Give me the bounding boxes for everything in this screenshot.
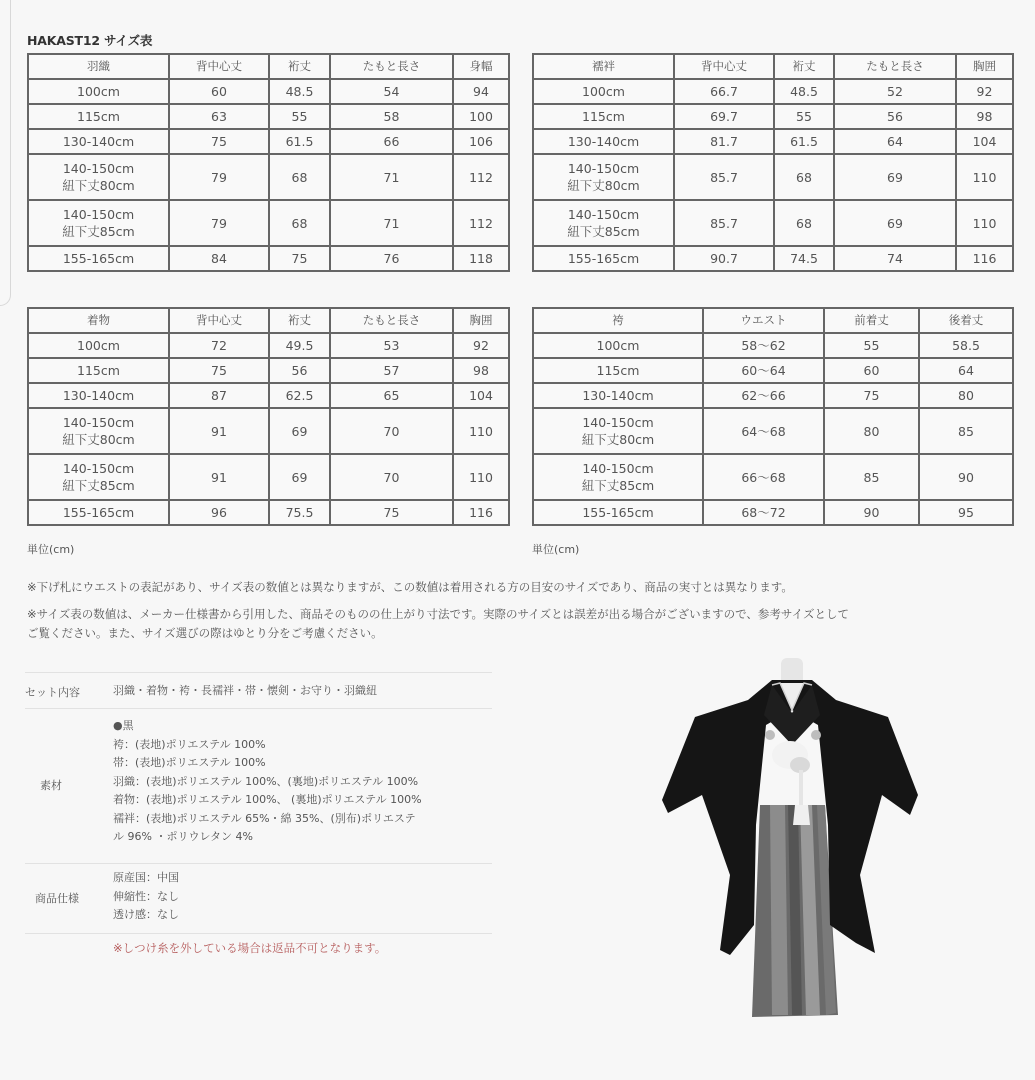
value-cell: 69 (269, 408, 330, 454)
value-cell: 66〜68 (703, 454, 824, 500)
value-cell: 90 (824, 500, 919, 525)
value-cell: 53 (330, 333, 453, 358)
table-row (28, 154, 509, 200)
value-cell: 74 (834, 246, 956, 271)
column-header: 羽織 (28, 54, 169, 79)
table-row (533, 129, 1013, 154)
value-cell: 58.5 (919, 333, 1013, 358)
size-cell (28, 154, 169, 200)
column-header: 背中心丈 (674, 54, 774, 79)
spec-line: 着物：(表地)ポリエステル 100%、 (裏地)ポリエステル 100% (113, 793, 422, 806)
value-cell: 61.5 (269, 129, 330, 154)
value-cell: 100 (453, 104, 509, 129)
value-cell: 62.5 (269, 383, 330, 408)
value-cell: 52 (834, 79, 956, 104)
cell-line: 140-150cm (582, 415, 654, 430)
cell-line: 140-150cm (62, 207, 135, 222)
size-cell: 155-165cm (28, 246, 169, 271)
table-row (28, 500, 509, 525)
value-cell: 63 (169, 104, 269, 129)
size-cell (28, 454, 169, 500)
spec-line: 羽織：(表地)ポリエステル 100%、(裏地)ポリエステル 100% (113, 774, 419, 788)
value-cell: 92 (453, 333, 509, 358)
table-row (28, 454, 509, 500)
cell-line: 紐下丈85cm (62, 478, 135, 493)
size-cell: 155-165cm (533, 246, 674, 271)
size-cell: 115cm (28, 104, 169, 129)
cell-line: 140-150cm (567, 207, 640, 222)
cell-line: 140-150cm (62, 461, 135, 476)
table-header-row (533, 308, 1013, 333)
value-cell: 70 (330, 454, 453, 500)
table-row (28, 246, 509, 271)
value-cell: 71 (330, 154, 453, 200)
value-cell: 75 (330, 500, 453, 525)
cell-line: 紐下丈85cm (581, 478, 655, 493)
value-cell: 90.7 (674, 246, 774, 271)
unit-label-right: 単位(cm) (532, 543, 580, 556)
value-cell: 104 (956, 129, 1013, 154)
size-cell: 130-140cm (28, 129, 169, 154)
value-cell: 60 (169, 79, 269, 104)
spec-line: 原産国：中国 (113, 871, 179, 884)
cell-line: 140-150cm (62, 161, 135, 176)
value-cell: 92 (956, 79, 1013, 104)
value-cell: 55 (774, 104, 834, 129)
column-header: 裄丈 (269, 54, 330, 79)
value-cell: 57 (330, 358, 453, 383)
column-header: 裄丈 (269, 308, 330, 333)
value-cell: 75.5 (269, 500, 330, 525)
note-waist: ※下げ札にウエストの表記があり、サイズ表の数値とは異なりますが、この数値は着用される方の目安のサイズであり、商品の実寸とは異なります。 (27, 580, 793, 594)
card-edge (0, 0, 11, 306)
spec-value-material (113, 717, 422, 847)
table-row (533, 104, 1013, 129)
size-cell (533, 454, 703, 500)
haori-size-table (27, 53, 510, 272)
size-cell: 130-140cm (533, 383, 703, 408)
size-cell: 115cm (533, 358, 703, 383)
value-cell: 68 (774, 200, 834, 246)
value-cell: 104 (453, 383, 509, 408)
value-cell: 80 (919, 383, 1013, 408)
kimono-mannequin-illustration (660, 655, 925, 1025)
size-cell: 115cm (28, 358, 169, 383)
size-cell: 130-140cm (533, 129, 674, 154)
value-cell: 85.7 (674, 200, 774, 246)
table-row (28, 200, 509, 246)
value-cell: 72 (169, 333, 269, 358)
kimono-size-table (27, 307, 510, 526)
cell-line: 紐下丈80cm (62, 178, 135, 193)
value-cell: 118 (453, 246, 509, 271)
value-cell: 85 (824, 454, 919, 500)
table-row (533, 333, 1013, 358)
cell-line: 紐下丈80cm (62, 432, 135, 447)
value-cell: 110 (956, 154, 1013, 200)
spec-divider-bottom (25, 933, 492, 934)
value-cell: 76 (330, 246, 453, 271)
table-row (28, 79, 509, 104)
table-header-row (28, 308, 509, 333)
value-cell: 48.5 (774, 79, 834, 104)
value-cell: 95 (919, 500, 1013, 525)
value-cell: 58〜62 (703, 333, 824, 358)
value-cell: 68〜72 (703, 500, 824, 525)
value-cell: 116 (453, 500, 509, 525)
size-cell: 115cm (533, 104, 674, 129)
value-cell: 75 (824, 383, 919, 408)
spec-row-set (25, 672, 492, 709)
value-cell: 81.7 (674, 129, 774, 154)
column-header: 裄丈 (774, 54, 834, 79)
return-warning: ※しつけ糸を外している場合は返品不可となります。 (113, 941, 387, 955)
size-cell (533, 408, 703, 454)
product-image (660, 655, 925, 1025)
cell-line: 140-150cm (62, 415, 135, 430)
value-cell: 79 (169, 200, 269, 246)
size-cell: 130-140cm (28, 383, 169, 408)
table-row (533, 154, 1013, 200)
size-cell: 155-165cm (28, 500, 169, 525)
size-cell (533, 154, 674, 200)
value-cell: 71 (330, 200, 453, 246)
value-cell: 68 (774, 154, 834, 200)
page-title: HAKAST12 サイズ表 (27, 33, 153, 48)
note-measurements (27, 605, 1027, 643)
value-cell: 68 (269, 154, 330, 200)
spec-line: ●黒 (113, 719, 134, 732)
value-cell: 106 (453, 129, 509, 154)
value-cell: 70 (330, 408, 453, 454)
value-cell: 61.5 (774, 129, 834, 154)
hakama-size-table (532, 307, 1014, 526)
spec-label-material: 素材 (40, 779, 62, 792)
value-cell: 56 (834, 104, 956, 129)
spec-value-product (113, 869, 179, 925)
column-header: 胸囲 (956, 54, 1013, 79)
value-cell: 75 (169, 358, 269, 383)
value-cell: 64 (919, 358, 1013, 383)
value-cell: 98 (453, 358, 509, 383)
value-cell: 68 (269, 200, 330, 246)
spec-label-product: 商品仕様 (35, 892, 79, 905)
spec-line: ル 96% ・ポリウレタン 4% (113, 830, 253, 843)
value-cell: 75 (169, 129, 269, 154)
table-row (533, 408, 1013, 454)
column-header: 前着丈 (824, 308, 919, 333)
size-cell (28, 200, 169, 246)
column-header: たもと長さ (330, 54, 453, 79)
value-cell: 55 (824, 333, 919, 358)
table-row (533, 79, 1013, 104)
value-cell: 75 (269, 246, 330, 271)
table-row (28, 408, 509, 454)
size-cell: 100cm (533, 79, 674, 104)
value-cell: 112 (453, 154, 509, 200)
table-header-row (533, 54, 1013, 79)
value-cell: 69 (834, 200, 956, 246)
value-cell: 60〜64 (703, 358, 824, 383)
table-row (28, 129, 509, 154)
value-cell: 98 (956, 104, 1013, 129)
column-header: 背中心丈 (169, 54, 269, 79)
cell-line: 紐下丈85cm (567, 224, 640, 239)
value-cell: 110 (956, 200, 1013, 246)
size-cell (28, 408, 169, 454)
value-cell: 64〜68 (703, 408, 824, 454)
value-cell: 66 (330, 129, 453, 154)
value-cell: 55 (269, 104, 330, 129)
size-cell: 100cm (533, 333, 703, 358)
value-cell: 74.5 (774, 246, 834, 271)
spec-line: 襦袢：(表地)ポリエステル 65%・綿 35%、(別布)ポリエステ (113, 811, 416, 825)
value-cell: 54 (330, 79, 453, 104)
value-cell: 66.7 (674, 79, 774, 104)
spec-value-set: 羽織・着物・袴・長襦袢・帯・懐剣・お守り・羽織紐 (113, 684, 377, 697)
value-cell: 110 (453, 408, 509, 454)
value-cell: 49.5 (269, 333, 330, 358)
size-cell: 155-165cm (533, 500, 703, 525)
spec-line: 袴：(表地)ポリエステル 100% (113, 737, 266, 751)
size-cell: 100cm (28, 333, 169, 358)
cell-line: 紐下丈80cm (581, 432, 655, 447)
spec-line: 透け感：なし (113, 908, 179, 921)
table-row (28, 383, 509, 408)
spec-line: 帯：(表地)ポリエステル 100% (113, 756, 266, 769)
value-cell: 64 (834, 129, 956, 154)
juban-size-table (532, 53, 1014, 272)
cell-line: 140-150cm (567, 161, 640, 176)
spec-label-set: セット内容 (25, 686, 80, 699)
column-header: たもと長さ (330, 308, 453, 333)
table-row (28, 333, 509, 358)
value-cell: 84 (169, 246, 269, 271)
value-cell: 116 (956, 246, 1013, 271)
column-header: 胸囲 (453, 308, 509, 333)
spec-line: 伸縮性：なし (113, 889, 179, 903)
value-cell: 69.7 (674, 104, 774, 129)
cell-line: 140-150cm (582, 461, 654, 476)
value-cell: 110 (453, 454, 509, 500)
value-cell: 80 (824, 408, 919, 454)
table-row (533, 200, 1013, 246)
value-cell: 58 (330, 104, 453, 129)
value-cell: 94 (453, 79, 509, 104)
note-measurements-line1: ※サイズ表の数値は、メーカー仕様書から引用した、商品そのものの仕上がり寸法です。実際のサイズとは誤差が出る場合がございますので、参考サイズとして (27, 607, 849, 621)
value-cell: 56 (269, 358, 330, 383)
value-cell: 85 (919, 408, 1013, 454)
value-cell: 90 (919, 454, 1013, 500)
value-cell: 60 (824, 358, 919, 383)
column-header: 袴 (533, 308, 703, 333)
table-row (533, 500, 1013, 525)
value-cell: 112 (453, 200, 509, 246)
value-cell: 69 (269, 454, 330, 500)
size-cell (533, 200, 674, 246)
column-header: 背中心丈 (169, 308, 269, 333)
column-header: 着物 (28, 308, 169, 333)
table-row (28, 358, 509, 383)
spec-row-product (25, 863, 492, 934)
note-measurements-line2: ご覧ください。また、サイズ選びの際はゆとり分をご考慮ください。 (27, 626, 383, 640)
table-row (533, 383, 1013, 408)
column-header: たもと長さ (834, 54, 956, 79)
cell-line: 紐下丈80cm (567, 178, 640, 193)
value-cell: 91 (169, 408, 269, 454)
column-header: 襦袢 (533, 54, 674, 79)
table-row (533, 454, 1013, 500)
value-cell: 62〜66 (703, 383, 824, 408)
size-cell: 100cm (28, 79, 169, 104)
value-cell: 91 (169, 454, 269, 500)
column-header: ウエスト (703, 308, 824, 333)
value-cell: 65 (330, 383, 453, 408)
table-row (533, 246, 1013, 271)
table-row (28, 104, 509, 129)
spec-row-material (25, 708, 492, 864)
value-cell: 69 (834, 154, 956, 200)
value-cell: 87 (169, 383, 269, 408)
value-cell: 79 (169, 154, 269, 200)
cell-line: 紐下丈85cm (62, 224, 135, 239)
value-cell: 85.7 (674, 154, 774, 200)
unit-label-left: 単位(cm) (27, 543, 75, 556)
value-cell: 96 (169, 500, 269, 525)
table-header-row (28, 54, 509, 79)
column-header: 後着丈 (919, 308, 1013, 333)
value-cell: 48.5 (269, 79, 330, 104)
table-row (533, 358, 1013, 383)
column-header: 身幅 (453, 54, 509, 79)
